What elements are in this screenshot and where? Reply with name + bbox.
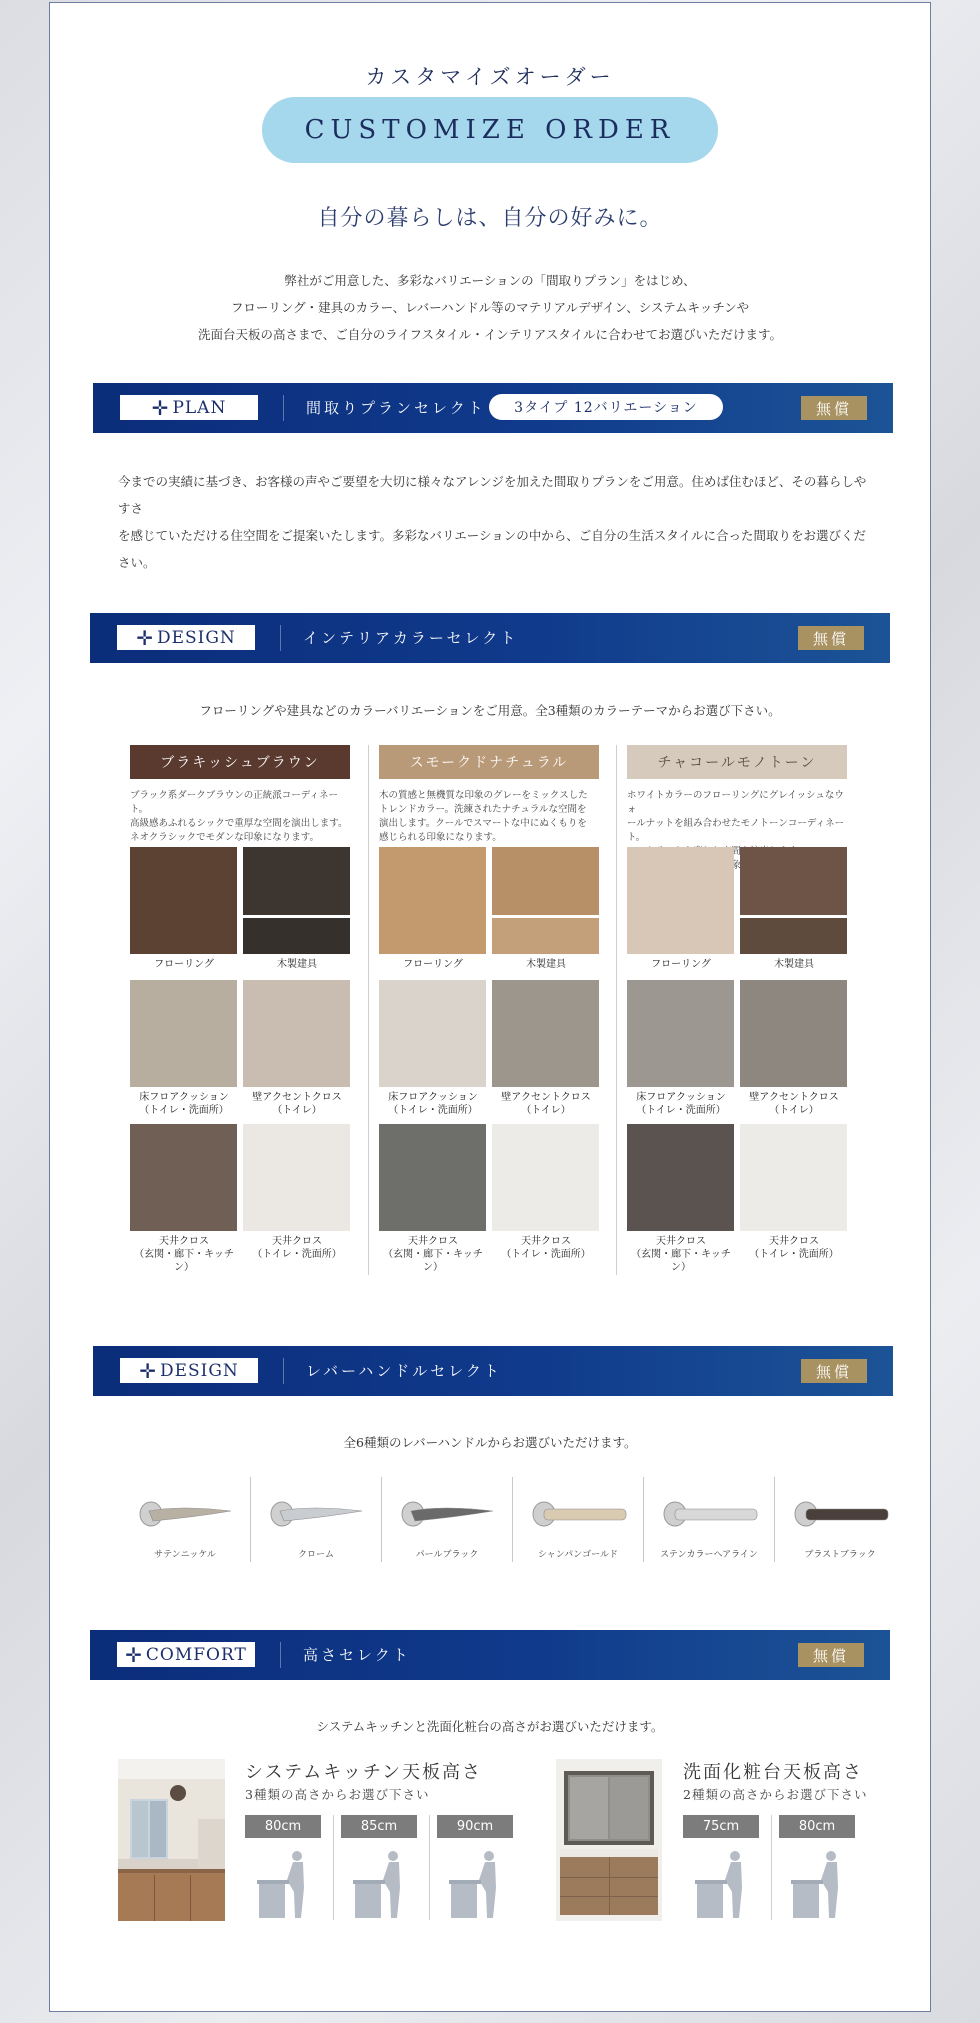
caption-line: （玄関・廊下・キッチン） xyxy=(631,1249,731,1273)
lever-handle-option[interactable] xyxy=(382,1477,512,1562)
lever-handle-icon xyxy=(135,1497,235,1531)
handle-divider xyxy=(381,1477,382,1562)
comfort-tag: ✛ COMFORT xyxy=(117,1642,255,1667)
swatch-caption xyxy=(740,1235,848,1261)
divider xyxy=(283,1358,284,1384)
lever-handle-option[interactable] xyxy=(120,1477,250,1562)
swatch-caption: フローリング xyxy=(154,959,214,970)
caption-line: 床フロアクッション xyxy=(388,1092,478,1103)
person-counter-figure-icon xyxy=(695,1848,751,1918)
color-theme-description xyxy=(379,789,599,847)
person-counter-figure-icon xyxy=(353,1848,409,1918)
option-divider xyxy=(429,1815,430,1920)
swatch-caption: フローリング xyxy=(651,959,711,970)
color-theme-header: スモークドナチュラル xyxy=(379,745,599,779)
column-divider xyxy=(368,745,369,1275)
lever-handle-icon xyxy=(397,1497,497,1531)
height-option-button[interactable]: 90cm xyxy=(437,1815,513,1838)
color-lead: フローリングや建具などのカラーバリエーションをご用意。全3種類のカラーテーマからお選び下さい。 xyxy=(199,703,781,718)
free-badge: 無償 xyxy=(798,626,864,650)
comfort-section-header xyxy=(90,1630,890,1680)
color-section-header xyxy=(90,613,890,663)
color-theme-column xyxy=(379,745,599,1287)
color-theme-description xyxy=(627,789,847,847)
divider xyxy=(283,395,284,421)
vanity-height-title: 洗面化粧台天板高さ xyxy=(683,1762,863,1783)
swatch-caption xyxy=(379,1091,487,1117)
caption-line: 壁アクセントクロス xyxy=(501,1092,591,1103)
lever-handle-label: サテンニッケル xyxy=(154,1550,216,1560)
description-line: ネオクラシックでモダンな印象になります。 xyxy=(130,832,319,843)
ceiling-swatch xyxy=(243,1124,350,1231)
door-swatch xyxy=(492,847,599,915)
description-line: 演出します。クールでスマートな中にぬくもりを xyxy=(379,818,587,829)
swatch-caption xyxy=(130,1091,238,1117)
caption-line: （トイレ・洗面所） xyxy=(749,1249,839,1260)
design-tag: ✛ DESIGN xyxy=(117,625,255,650)
plus-icon: ✛ xyxy=(151,395,170,420)
lever-handle-label: ステンカラーヘアライン xyxy=(660,1550,758,1560)
caption-line: 壁アクセントクロス xyxy=(252,1092,342,1103)
description-line: トレンドカラー。洗練されたナチュラルな空間を xyxy=(379,804,587,815)
handle-divider xyxy=(250,1477,251,1562)
caption-line: 天井クロス xyxy=(159,1236,209,1247)
flooring-swatch xyxy=(627,847,734,954)
height-option-button[interactable]: 75cm xyxy=(683,1815,759,1838)
swatch-grid xyxy=(130,847,350,1287)
comfort-lead: システムキッチンと洗面化粧台の高さがお選びいただけます。 xyxy=(316,1719,664,1734)
handle-lead: 全6種類のレバーハンドルからお選びいただけます。 xyxy=(343,1435,637,1450)
option-divider xyxy=(333,1815,334,1920)
color-theme-column xyxy=(627,745,847,1287)
caption-line: 天井クロス xyxy=(408,1236,458,1247)
caption-line: （トイレ・洗面所） xyxy=(636,1105,726,1116)
caption-line: 天井クロス xyxy=(521,1236,571,1247)
color-title: インテリアカラーセレクト xyxy=(303,629,519,647)
caption-line: （トイレ・洗面所） xyxy=(252,1249,342,1260)
swatch-caption xyxy=(627,1235,735,1274)
plan-description: 今までの実績に基づき、お客様の声やご要望を大切に様々なアレンジを加えた間取りプランをご用意。住めば住むほど、その暮らしやすさ を感じていただける住空間をご提案いたします。多彩なバリエーションの中から、ご自分の生活スタイルに合った間取りをお選びください。 xyxy=(118,474,867,570)
caption-line: （トイレ） xyxy=(521,1105,571,1116)
door-swatch-detail xyxy=(492,918,599,954)
lever-handle-option[interactable] xyxy=(251,1477,381,1562)
door-swatch-detail xyxy=(243,918,350,954)
plus-icon: ✛ xyxy=(136,625,154,650)
lever-handle-label: クローム xyxy=(297,1550,334,1560)
swatch-caption xyxy=(627,1091,735,1117)
kitchen-height-subtitle: 3種類の高さからお選び下さい xyxy=(245,1787,430,1802)
lever-handle-label: パールブラック xyxy=(415,1550,479,1560)
handle-title: レバーハンドルセレクト xyxy=(306,1362,502,1380)
swatch-caption xyxy=(379,1235,487,1274)
comfort-title: 高さセレクト xyxy=(303,1646,411,1664)
caption-line: （トイレ） xyxy=(272,1105,322,1116)
description-line: 高級感あふれるシックで重厚な空間を演出します。 xyxy=(130,818,348,829)
plus-icon: ✛ xyxy=(125,1642,143,1667)
page-sheet xyxy=(49,2,931,2012)
column-divider xyxy=(616,745,617,1275)
lever-handle-option[interactable] xyxy=(775,1477,905,1562)
option-divider xyxy=(771,1815,772,1920)
lever-handle-label: ブラストブラック xyxy=(804,1550,876,1560)
tagline: 自分の暮らしは、自分の好みに。 xyxy=(317,206,663,231)
ceiling-swatch xyxy=(130,1124,237,1231)
caption-line: 壁アクセントクロス xyxy=(749,1092,839,1103)
handle-divider xyxy=(774,1477,775,1562)
ceiling-swatch xyxy=(740,1124,847,1231)
lever-handle-icon xyxy=(266,1497,366,1531)
caption-line: 床フロアクッション xyxy=(139,1092,229,1103)
divider xyxy=(280,625,281,651)
floor-cushion-swatch xyxy=(627,980,734,1087)
height-option-button[interactable]: 80cm xyxy=(245,1815,321,1838)
caption-line: （トイレ・洗面所） xyxy=(139,1105,229,1116)
floor-cushion-swatch xyxy=(379,980,486,1087)
swatch-caption xyxy=(492,1091,600,1117)
intro-text xyxy=(50,267,930,348)
caption-line: （玄関・廊下・キッチン） xyxy=(134,1249,234,1273)
color-theme-description xyxy=(130,789,350,847)
color-theme-column xyxy=(130,745,350,1287)
person-counter-figure-icon xyxy=(791,1848,847,1918)
free-badge: 無償 xyxy=(801,1359,867,1383)
lever-handle-option[interactable] xyxy=(644,1477,774,1562)
description-line: 木の質感と無機質な印象のグレーをミックスした xyxy=(379,790,588,801)
vanity-height-subtitle: 2種類の高さからお選び下さい xyxy=(683,1787,868,1802)
door-swatch xyxy=(243,847,350,915)
height-option-button[interactable]: 80cm xyxy=(779,1815,855,1838)
caption-line: （玄関・廊下・キッチン） xyxy=(383,1249,483,1273)
lever-handle-label: シャンパンゴールド xyxy=(537,1550,618,1560)
caption-line: 天井クロス xyxy=(656,1236,706,1247)
flooring-swatch xyxy=(379,847,486,954)
person-counter-figure-icon xyxy=(449,1848,505,1918)
lever-handle-option[interactable] xyxy=(513,1477,643,1562)
design-tag: ✛ DESIGN xyxy=(120,1358,258,1383)
swatch-caption xyxy=(740,1091,848,1117)
handle-divider xyxy=(512,1477,513,1562)
customize-order-badge: CUSTOMIZE ORDER xyxy=(262,97,718,163)
description-line: ブラック系ダークブラウンの正統派コーディネート。 xyxy=(130,790,339,815)
ceiling-swatch xyxy=(492,1124,599,1231)
handle-divider xyxy=(643,1477,644,1562)
person-counter-figure-icon xyxy=(257,1848,313,1918)
vanity-photo xyxy=(556,1759,662,1921)
wall-accent-swatch xyxy=(243,980,350,1087)
swatch-caption: 木製建具 xyxy=(774,959,814,970)
plan-tag: ✛ PLAN xyxy=(120,395,258,420)
ceiling-swatch xyxy=(379,1124,486,1231)
lever-handle-icon xyxy=(659,1497,759,1531)
flooring-swatch xyxy=(130,847,237,954)
handle-section-header xyxy=(93,1346,893,1396)
caption-line: （トイレ・洗面所） xyxy=(388,1105,478,1116)
height-option-button[interactable]: 85cm xyxy=(341,1815,417,1838)
caption-line: （トイレ） xyxy=(769,1105,819,1116)
door-swatch xyxy=(740,847,847,915)
plan-title: 間取りプランセレクト xyxy=(306,399,486,417)
color-theme-header: ブラキッシュブラウン xyxy=(130,745,350,779)
swatch-caption xyxy=(492,1235,600,1261)
lever-handle-icon xyxy=(790,1497,890,1531)
free-badge: 無償 xyxy=(801,396,867,420)
plus-icon: ✛ xyxy=(139,1358,157,1383)
description-line: ホワイトカラーのフローリングにグレイッシュなウォ xyxy=(627,790,844,815)
lever-handle-list xyxy=(120,1477,920,1562)
plan-section-header xyxy=(93,383,893,433)
swatch-grid xyxy=(627,847,847,1287)
swatch-caption: 木製建具 xyxy=(277,959,317,970)
wall-accent-swatch xyxy=(740,980,847,1087)
swatch-caption xyxy=(243,1235,351,1261)
swatch-caption xyxy=(130,1235,238,1274)
swatch-caption: フローリング xyxy=(403,959,463,970)
description-line: ールナットを組み合わせたモノトーンコーディネート。 xyxy=(627,818,845,843)
swatch-grid xyxy=(379,847,599,1287)
caption-line: （トイレ・洗面所） xyxy=(501,1249,591,1260)
intro-line: 洗面台天板の高さまで、ご自分のライフスタイル・インテリアスタイルに合わせてお選びいただけます。 xyxy=(197,327,782,342)
intro-line: 弊社がご用意した、多彩なバリエーションの「間取りプラン」をはじめ、 xyxy=(284,273,696,288)
description-line: 感じられる印象になります。 xyxy=(379,832,502,843)
free-badge: 無償 xyxy=(798,1643,864,1667)
kitchen-photo xyxy=(118,1759,225,1921)
floor-cushion-swatch xyxy=(130,980,237,1087)
kitchen-height-title: システムキッチン天板高さ xyxy=(245,1762,482,1783)
page-title-jp: カスタマイズオーダー xyxy=(365,65,615,89)
door-swatch-detail xyxy=(740,918,847,954)
caption-line: 天井クロス xyxy=(272,1236,322,1247)
lever-handle-icon xyxy=(528,1497,628,1531)
swatch-caption xyxy=(243,1091,351,1117)
ceiling-swatch xyxy=(627,1124,734,1231)
wall-accent-swatch xyxy=(492,980,599,1087)
caption-line: 天井クロス xyxy=(769,1236,819,1247)
swatch-caption: 木製建具 xyxy=(526,959,566,970)
caption-line: 床フロアクッション xyxy=(636,1092,726,1103)
plan-count-badge: 3タイプ 12バリエーション xyxy=(489,394,723,420)
color-theme-header: チャコールモノトーン xyxy=(627,745,847,779)
intro-line: フローリング・建具のカラー、レバーハンドル等のマテリアルデザイン、システムキッチンや xyxy=(230,300,750,315)
divider xyxy=(280,1642,281,1668)
